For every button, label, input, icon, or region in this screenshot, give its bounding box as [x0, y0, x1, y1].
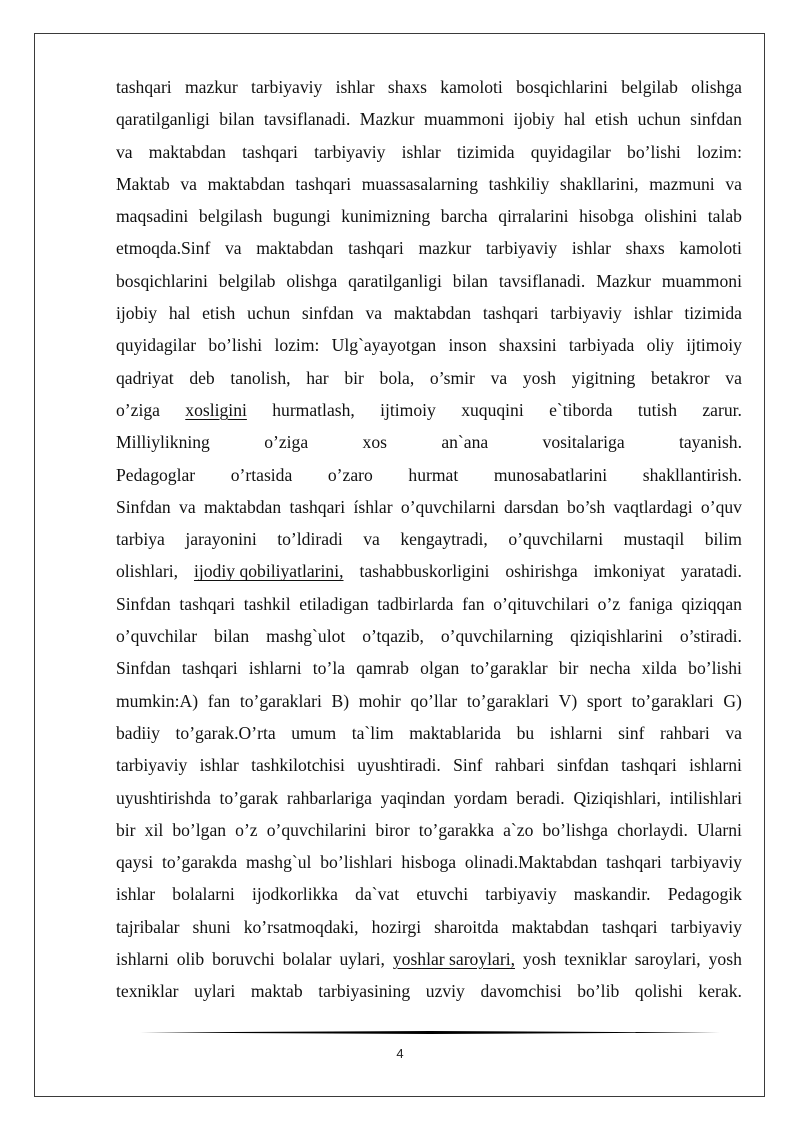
word: tarbiya [116, 529, 165, 550]
word: bugungi [272, 206, 331, 227]
word: texniklar [116, 981, 179, 1002]
word: qaratilganligi [116, 109, 210, 130]
word: o’quvchilarni [400, 496, 496, 517]
word: bosqichlarini [516, 77, 608, 97]
word: a`zo [503, 819, 534, 840]
word: vaqtlardagi [613, 496, 693, 517]
text-line [116, 555, 742, 587]
word: quyidagilar [116, 335, 197, 356]
word: rahbari [659, 722, 710, 743]
word: o’z [235, 819, 258, 840]
word: maktablarida [409, 722, 502, 743]
underlined-term: ijodiy qobiliyatlarini, [193, 561, 344, 582]
word: shakllarini, [559, 173, 639, 194]
word: faniga [628, 593, 673, 614]
word: mustaqil [623, 529, 685, 550]
word: to’garakka [418, 819, 495, 840]
word: uchun [637, 109, 681, 130]
word: o’ziga [264, 432, 309, 453]
word: ishlar [571, 238, 611, 259]
word: ta`lim [351, 722, 394, 743]
word: o’tqazib, [362, 626, 424, 647]
word: e`tiborda [549, 399, 613, 420]
word: hisobga [579, 206, 634, 227]
word: belgilash [198, 206, 263, 227]
word: tashqari [116, 77, 172, 97]
word: yordam [453, 787, 508, 808]
text-line [116, 749, 742, 781]
word: to’garak.O’rta [175, 722, 276, 743]
text-line [116, 846, 742, 878]
word: to’garakda [161, 852, 238, 873]
word: olishga [691, 77, 742, 97]
word: tashqari [289, 496, 346, 517]
word: tutish [637, 399, 678, 420]
word: yosh [708, 949, 742, 970]
text-line [116, 297, 742, 329]
word: hurmatlash, [272, 399, 355, 420]
word: maskandir. [573, 884, 651, 905]
word: va [224, 238, 242, 259]
word: bo’lishga [542, 819, 608, 840]
word: ishlarni [689, 755, 742, 776]
word: tizimida [456, 141, 515, 162]
word: inson [448, 335, 487, 356]
word: Qiziqishlari, [573, 787, 661, 808]
word: maktabdan [393, 303, 472, 324]
text-line [116, 103, 742, 135]
word: yaqindan [380, 787, 446, 808]
word: bo’lib [577, 981, 620, 1002]
word: rahbarlariga [286, 787, 372, 808]
word: to’garak [219, 787, 279, 808]
word: o’quvchilarning [440, 626, 554, 647]
word: ijtimoiy [686, 335, 742, 356]
footer-rule [140, 1031, 720, 1034]
word: bu [516, 722, 535, 743]
word: Sinfdan [116, 496, 171, 517]
word: bolalar [282, 949, 332, 970]
word: maktabdan [207, 173, 285, 194]
word: imkoniyat [593, 561, 665, 582]
word: hozirgi [371, 916, 422, 937]
text-line [116, 394, 742, 426]
text-line [116, 232, 742, 264]
word: kunimizning [341, 206, 431, 227]
word: oshirishga [505, 561, 578, 582]
word: to’garaklar [470, 658, 548, 679]
word: va [116, 141, 133, 162]
word: ishlar [335, 77, 375, 97]
word: Pedagoglar [116, 464, 196, 485]
word: tayanish. [678, 432, 742, 453]
text-line [116, 878, 742, 910]
word: o’zaro [327, 464, 373, 485]
text-line [116, 136, 742, 168]
word: va [725, 367, 742, 388]
word: olishini [644, 206, 698, 227]
word: sport [586, 690, 622, 711]
word: Mazkur [596, 270, 651, 291]
word: tashqari [295, 173, 352, 194]
word: bo’lishlari [320, 852, 393, 873]
word: ishlar [633, 303, 673, 324]
word: fan [462, 593, 485, 614]
word: bir [344, 367, 364, 388]
word: tarbiyaviy [485, 884, 557, 905]
word: necha [589, 658, 631, 679]
word: bilim [704, 529, 742, 550]
word: talab [707, 206, 742, 227]
word: maktabdan [511, 916, 589, 937]
word: Pedagogik [667, 884, 742, 905]
word: davomchisi [480, 981, 562, 1002]
word: qiziqishlarini [570, 626, 663, 647]
word: bo’lishi [208, 335, 263, 356]
word: mashg`ulot [266, 626, 346, 647]
word: V) [558, 690, 578, 711]
underlined-term: yoshlar saroylari, [392, 949, 515, 970]
word: bola, [379, 367, 415, 388]
word: to’ldiradi [277, 529, 343, 550]
word: tashqari [181, 658, 238, 679]
word: kengaytradi, [400, 529, 488, 550]
text-line [116, 265, 742, 297]
word: tashabbuskorligini [359, 561, 490, 582]
word: shakllantirish. [642, 464, 742, 485]
word: tavsiflanadi. [263, 109, 351, 130]
word: va [725, 173, 742, 194]
word: tizimida [684, 303, 742, 324]
word: belgilab [218, 270, 276, 291]
word: mumkin:A) [116, 690, 199, 711]
word: qamrab [356, 658, 409, 679]
word: rahbari [494, 755, 545, 776]
word: munosabatlarini [493, 464, 608, 485]
word: B) [331, 690, 350, 711]
word: uzviy [425, 981, 465, 1002]
word: va [179, 496, 196, 517]
word: intilishlari [669, 787, 742, 808]
word: ishlarni [549, 722, 603, 743]
word: íshlar [353, 496, 393, 517]
word: ishlarni [248, 658, 302, 679]
word: boruvchi [212, 949, 275, 970]
word: sinfdan [690, 109, 742, 130]
word: shaxs [625, 238, 665, 259]
word: betakror [650, 367, 710, 388]
word: ijobiy [513, 109, 555, 130]
word: tashkil [243, 593, 291, 614]
word: uyushtirishda [116, 787, 211, 808]
word: sinfdan [301, 303, 354, 324]
word: Sinfdan [116, 593, 171, 614]
word: shuni [192, 916, 231, 937]
word: ishlar [401, 141, 441, 162]
word: bo’sh [567, 496, 606, 517]
word: tarbiyaviy [670, 916, 742, 937]
word: etiladigan [299, 593, 369, 614]
word: tarbiyada [568, 335, 635, 356]
word: etish [202, 303, 236, 324]
word: oliy [646, 335, 674, 356]
word: texniklar [564, 949, 627, 970]
word: da`vat [355, 884, 400, 905]
word: qo’llar [410, 690, 458, 711]
word: o’smir [429, 367, 475, 388]
text-line [116, 491, 742, 523]
word: vositalariga [542, 432, 625, 453]
word: muassasalarning [361, 173, 479, 194]
word: quyidagilar [530, 141, 611, 162]
word: tashqari [601, 916, 658, 937]
word: o’qituvchilari [493, 593, 590, 614]
word: ishlar [116, 884, 156, 905]
word: mashg`ul [245, 852, 312, 873]
word: to’garaklari [239, 690, 322, 711]
word: umum [291, 722, 337, 743]
word: o’z [597, 593, 621, 614]
word: tarbiyaviy [116, 755, 188, 776]
text-line [116, 168, 742, 200]
word: Sinfdan [116, 658, 171, 679]
word: bosqichlarini [116, 270, 208, 291]
word: chorlaydi. [617, 819, 688, 840]
word: hal [168, 303, 191, 324]
word: G) [723, 690, 742, 711]
word: har [306, 367, 329, 388]
word: bilan [452, 270, 488, 291]
word: tashqari [482, 303, 539, 324]
word: jarayonini [185, 529, 257, 550]
word: tarbiyaviy [485, 238, 558, 259]
word: uylari [194, 981, 236, 1002]
word: hisboga [401, 852, 457, 873]
word: yigitning [571, 367, 636, 388]
word: tanolish, [230, 367, 291, 388]
text-line [116, 71, 742, 103]
word: mazmuni [649, 173, 715, 194]
word: qaratilganligi [348, 270, 442, 291]
word: tarbiyaviy [250, 77, 323, 97]
text-line [116, 362, 742, 394]
text-line [116, 943, 742, 975]
word: hurmat [408, 464, 459, 485]
word: xilda [641, 658, 677, 679]
word: Sinf [453, 755, 483, 776]
word: to’la [312, 658, 346, 679]
word: shaxs [387, 77, 428, 97]
word: etmoqda.Sinf [116, 238, 211, 259]
word: olib [176, 949, 205, 970]
word: zarur. [702, 399, 742, 420]
word: va [490, 367, 508, 388]
word: ishlarni [116, 949, 169, 970]
word: maqsadini [116, 206, 189, 227]
word: Milliylikning [116, 432, 210, 453]
word: olgan [420, 658, 460, 679]
word: saroylari, [634, 949, 701, 970]
text-line [116, 426, 742, 458]
word: olishlari, [116, 561, 179, 582]
word: barcha [440, 206, 488, 227]
text-line [116, 911, 742, 943]
word: tavsiflanadi. [498, 270, 586, 291]
word: mazkur [418, 238, 472, 259]
word: darsdan [503, 496, 559, 517]
text-line [116, 717, 742, 749]
word: kerak. [698, 981, 742, 1002]
word: bo’lishi [688, 658, 742, 679]
word: va [365, 303, 383, 324]
word: ijtimoiy [380, 399, 436, 420]
word: o’quv [700, 496, 742, 517]
word: badiiy [116, 722, 160, 743]
word: biror [375, 819, 410, 840]
word: to’garaklari [631, 690, 714, 711]
word: etuvchi [416, 884, 469, 905]
word: sinf [618, 722, 645, 743]
word: shaxsini [498, 335, 557, 356]
word: o’quvchilar [116, 626, 198, 647]
word: o’ziga [116, 399, 160, 420]
page-number: 4 [396, 1046, 404, 1061]
word: muammoni [661, 270, 742, 291]
word: tarbiyasining [318, 981, 411, 1002]
word: ijodkorlikka [251, 884, 338, 905]
word: olishga [286, 270, 338, 291]
word: fan [207, 690, 231, 711]
word: tashkiliy [488, 173, 550, 194]
word: bilan [214, 626, 250, 647]
text-line [116, 652, 742, 684]
word: maktab [250, 981, 303, 1002]
word: yaratadi. [680, 561, 742, 582]
word: bir [558, 658, 579, 679]
word: mazkur [184, 77, 238, 97]
word: tashqari [242, 141, 298, 162]
word: tashkilotchisi [251, 755, 345, 776]
word: tashqari [621, 755, 677, 776]
word: qiziqqan [681, 593, 742, 614]
word: uylari, [339, 949, 385, 970]
word: ijobiy [116, 303, 158, 324]
word: kamoloti [679, 238, 742, 259]
word: tadbirlarda [377, 593, 454, 614]
word: maktabdan [203, 496, 282, 517]
word: deb [189, 367, 215, 388]
word: etish [594, 109, 629, 130]
word: ishlar [199, 755, 239, 776]
word: tarbiyaviy [670, 852, 742, 873]
word: yosh [522, 367, 557, 388]
word: xos [362, 432, 387, 453]
word: Maktab [116, 173, 170, 194]
text-line [116, 782, 742, 814]
word: hal [564, 109, 586, 130]
word: bir [116, 819, 136, 840]
word: bo’lishi [627, 141, 681, 162]
word: tajribalar [116, 916, 180, 937]
word: tarbiyaviy [550, 303, 622, 324]
text-line [116, 459, 742, 491]
word: Mazkur [359, 109, 415, 130]
word: o’stiradi. [679, 626, 742, 647]
word: uyushtiradi. [357, 755, 441, 776]
word: lozim: [697, 141, 742, 162]
word: va [180, 173, 197, 194]
document-body [116, 71, 742, 1008]
text-line [116, 200, 742, 232]
word: tashqari [606, 852, 662, 873]
word: kamoloti [440, 77, 503, 97]
word: tashqari [348, 238, 404, 259]
text-line [116, 975, 742, 1007]
word: xil [144, 819, 164, 840]
word: qadriyat [116, 367, 174, 388]
word: beradi. [516, 787, 565, 808]
word: ko’rsatmoqdaki, [243, 916, 359, 937]
word: maktabdan [148, 141, 226, 162]
word: muammoni [423, 109, 505, 130]
text-line [116, 329, 742, 361]
word: to’garaklari [466, 690, 549, 711]
word: tarbiyaviy [314, 141, 386, 162]
word: uchun [247, 303, 291, 324]
word: va [363, 529, 380, 550]
word: tashqari [179, 593, 236, 614]
text-line [116, 620, 742, 652]
word: belgilab [621, 77, 678, 97]
word: bo’lgan [172, 819, 227, 840]
word: yosh [522, 949, 557, 970]
word: an`ana [441, 432, 489, 453]
text-line [116, 523, 742, 555]
word: sharoitda [434, 916, 499, 937]
word: o’quvchilarini [266, 819, 367, 840]
word: maktabdan [256, 238, 334, 259]
word: qolishi [634, 981, 683, 1002]
text-line [116, 685, 742, 717]
word: Ularni [697, 819, 742, 840]
word: qirralarini [498, 206, 569, 227]
word: xuquqini [461, 399, 524, 420]
word: qaysi [116, 852, 154, 873]
word: sinfdan [556, 755, 609, 776]
word: bilan [219, 109, 255, 130]
word: olinadi.Maktabdan [464, 852, 598, 873]
word: o’rtasida [230, 464, 293, 485]
word: bolalarni [172, 884, 235, 905]
word: lozim: [274, 335, 320, 356]
text-line [116, 588, 742, 620]
word: mohir [358, 690, 401, 711]
word: Ulg`ayayotgan [331, 335, 437, 356]
word: o’quvchilarni [508, 529, 604, 550]
underlined-term: xosligini [185, 399, 247, 420]
word: va [725, 722, 742, 743]
text-line [116, 814, 742, 846]
